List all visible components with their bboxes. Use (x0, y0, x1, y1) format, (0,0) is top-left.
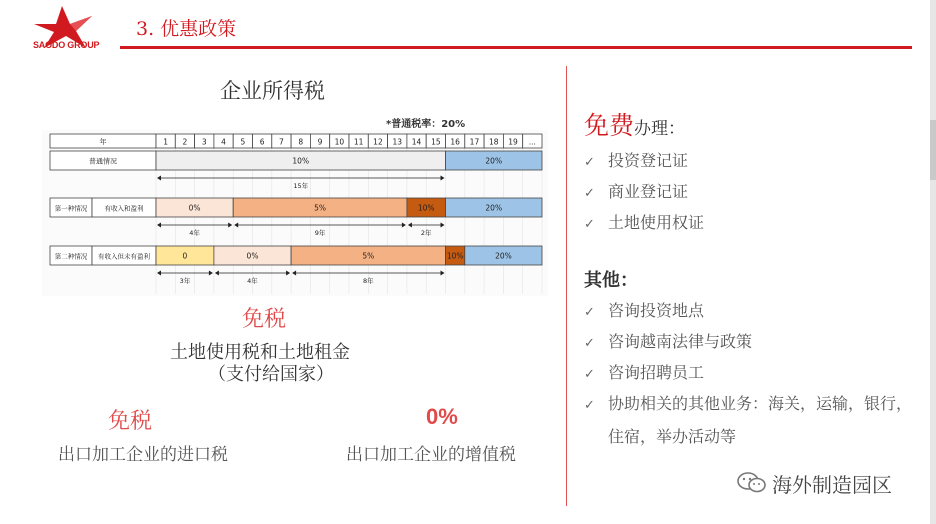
list-item-label: 土地使用权证 (608, 213, 705, 232)
list-item-label: 咨询越南法律与政策 (608, 332, 753, 351)
tax-schedule-chart (42, 130, 548, 296)
duration-label: 9年 (314, 229, 326, 237)
watermark-text: 海外制造园区 (772, 472, 892, 497)
scrollbar-thumb[interactable] (930, 120, 936, 180)
duration-label: 2年 (420, 229, 432, 237)
arrow-head-right (441, 271, 445, 276)
arrow-head-right (286, 271, 290, 276)
list-item (584, 148, 704, 179)
year-header-tick: 2 (182, 137, 188, 147)
slide-title: 3. 优惠政策 (136, 18, 237, 40)
arrow-head-right (402, 223, 406, 228)
year-header-tick: 16 (450, 137, 460, 147)
check-icon: ✓ (584, 398, 595, 413)
rate-label: 5% (362, 251, 375, 261)
list-item (584, 179, 704, 210)
year-header-label: 年 (99, 138, 107, 146)
duration-label: 8年 (362, 277, 374, 285)
other-services-heading: 其他： (584, 270, 638, 291)
year-header-tick: 8 (298, 137, 304, 147)
rate-label: 0% (188, 203, 201, 213)
year-header-tick: 6 (259, 137, 265, 147)
year-header-tick: 11 (353, 137, 364, 147)
arrow-head-right (228, 223, 232, 228)
year-header-tick: 14 (411, 137, 422, 147)
import-tax-text: 出口加工企业的进口税 (58, 445, 228, 465)
list-item-continuation: 住宿，举办活动等 (608, 427, 737, 446)
duration-label: 15年 (293, 182, 309, 190)
rate-label: 0 (182, 251, 188, 261)
list-item-label: 咨询招聘员工 (608, 363, 705, 382)
year-header-tick: 15 (431, 137, 441, 147)
rate-label: 10% (292, 156, 310, 166)
year-header-tick: 17 (469, 137, 480, 147)
vat-heading: 0% (426, 404, 458, 429)
list-item (584, 360, 912, 391)
year-header-tick: 9 (317, 137, 323, 147)
year-header-tick: 13 (392, 137, 403, 147)
row-label: 普通情况 (89, 157, 117, 166)
tax-schedule-svg (42, 130, 548, 296)
duration-label: 4年 (247, 277, 258, 285)
year-header-tick: 1 (163, 137, 169, 147)
vat-text: 出口加工企业的增值税 (346, 445, 516, 465)
rate-label: 5% (314, 203, 327, 213)
check-icon: ✓ (584, 336, 595, 351)
arrow-head-left (215, 271, 219, 276)
rate-label: 20% (485, 156, 503, 166)
arrow-head-left (408, 223, 412, 228)
list-item (584, 391, 912, 422)
list-item (584, 298, 912, 329)
scrollbar-track[interactable] (930, 0, 936, 524)
rate-note: *普通税率：20% (386, 119, 466, 130)
check-icon: ✓ (584, 305, 595, 320)
exempt-heading: 免税 (242, 307, 287, 332)
year-header-tick: 5 (240, 137, 246, 147)
check-icon: ✓ (584, 217, 595, 232)
logo-text: SAODO GROUP (33, 40, 100, 50)
wechat-icon (736, 471, 768, 495)
title-divider (120, 46, 912, 49)
check-icon: ✓ (584, 186, 595, 201)
year-header-tick: ... (528, 137, 536, 147)
duration-label: 4年 (189, 229, 200, 237)
year-header-tick: 10 (334, 137, 345, 147)
tax-title: 企业所得税 (220, 79, 325, 103)
land-tax-text: 土地使用税和土地租金 (170, 342, 350, 363)
list-item-label: 咨询投资地点 (608, 301, 705, 320)
free-service-list (584, 148, 704, 241)
rate-label: 20% (495, 251, 512, 261)
list-item-label: 协助相关的其他业务：海关，运输，银行， (608, 394, 913, 413)
arrow-head-right (209, 271, 213, 276)
row-sublabel: 有收入和盈利 (104, 204, 144, 213)
list-item-label: 商业登记证 (608, 182, 689, 201)
rate-label: 20% (485, 203, 503, 213)
rate-label: 10% (446, 251, 464, 261)
watermark (736, 470, 892, 496)
year-header-tick: 18 (488, 137, 499, 147)
year-header-tick: 19 (508, 137, 518, 147)
arrow-head-left (157, 176, 161, 181)
duration-label: 3年 (179, 277, 191, 285)
rate-label: 10% (417, 203, 435, 213)
arrow-head-right (441, 223, 445, 228)
arrow-head-left (157, 271, 161, 276)
year-header-tick: 7 (279, 137, 284, 147)
free-label: 免费 (584, 111, 635, 140)
column-divider (566, 66, 567, 506)
arrow-head-left (292, 271, 296, 276)
year-header-tick: 12 (373, 137, 383, 147)
row-sublabel: 有收入但未有盈利 (98, 252, 150, 261)
check-icon: ✓ (584, 155, 595, 170)
land-tax-subtext: （支付给国家） (208, 364, 334, 385)
list-item (584, 210, 704, 241)
arrow-head-left (157, 223, 161, 228)
free-suffix: 办理： (634, 119, 686, 139)
arrow-head-right (441, 176, 445, 181)
check-icon: ✓ (584, 367, 595, 382)
free-service-heading (584, 106, 685, 142)
other-services-list (584, 298, 912, 422)
list-item-label: 投资登记证 (608, 151, 689, 170)
row-label: 第二种情况 (54, 252, 88, 261)
rate-label: 0% (246, 251, 259, 261)
list-item (584, 329, 912, 360)
arrow-head-left (234, 223, 238, 228)
import-tax-heading: 免税 (108, 409, 153, 434)
year-header-tick: 3 (201, 137, 207, 147)
row-label: 第一种情况 (54, 204, 88, 213)
year-header-tick: 4 (221, 137, 226, 147)
